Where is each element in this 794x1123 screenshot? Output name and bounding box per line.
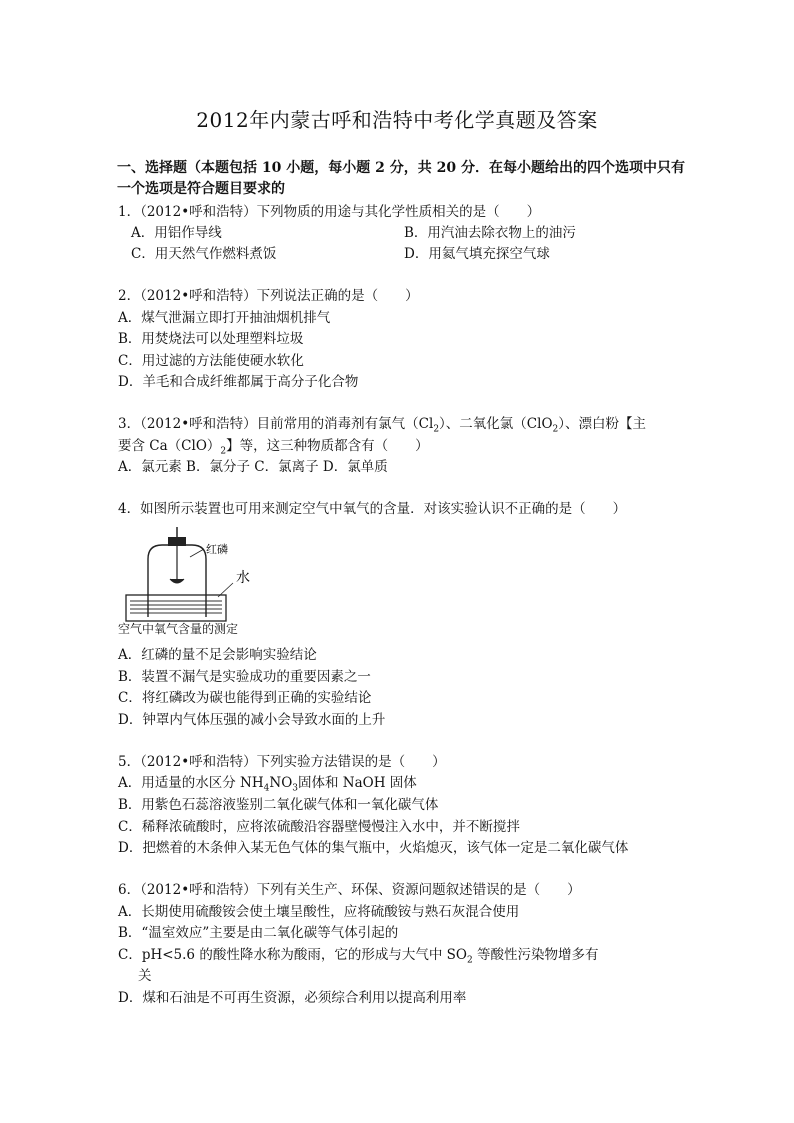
section-heading [117,158,687,200]
figure-caption: 空气中氧气含量的测定 [118,622,239,636]
label-water: 水 [236,570,250,586]
q5-stem: 5．（2012•呼和浩特）下列实验方法错误的是（ ） [118,754,446,770]
water-trough [126,595,226,621]
q3-sub-caclo2: 2 [220,446,227,457]
section-heading-line1: 一、选择题（本题包括 10 小题，每小题 2 分，共 20 分．在每小题给出的四个选项中只有 [117,160,685,176]
q4-stem: 4．如图所示装置也可用来测定空气中氧气的含量．对该实验认识不正确的是（ ） [118,501,627,517]
q3-stem-line1: 3．（2012•呼和浩特）目前常用的消毒剂有氯气$(Cl_2)$、二氧化氯（ClO$_2$）、漂白粉【主 [118,416,646,435]
label-red-phosphorus: 红磷 [206,543,228,556]
q3-sub-cl2: 2 [433,424,440,435]
q5-option-c: C．稀释浓硫酸时，应将浓硫酸沿容器壁慢慢注入水中，并不断搅拌 [118,819,520,835]
q4-option-c: C．将红磷改为碳也能得到正确的实验结论 [118,690,372,706]
q3-sub-clo2: 2 [552,424,559,435]
q1-option-c: C．用天然气作燃料煮饭 [131,246,277,262]
q1-option-d: D．用氦气填充探空气球 [404,246,550,262]
page-title: 2012年内蒙古呼和浩特中考化学真题及答案 [196,108,598,132]
q3-stem-line2: 要含 $Ca(ClO)_2$】等，这三种物质都含有（ ） [118,438,429,457]
q2-option-d: D．羊毛和合成纤维都属于高分子化合物 [118,374,359,390]
q6-option-b: B．“温室效应”主要是由二氧化碳等气体引起的 [118,925,399,941]
stopper [168,537,186,546]
q2-option-b: B．用焚烧法可以处理塑料垃圾 [118,331,304,347]
combustion-spoon [170,579,184,583]
q3-options: A．氯元素 B．氯分子 C．氯离子 D．氯单质 [118,459,388,475]
q2-option-a: A．煤气泄漏立即打开抽油烟机排气 [118,310,331,326]
q6-option-a: A．长期使用硫酸铵会使土壤呈酸性，应将硫酸铵与熟石灰混合使用 [118,904,520,920]
q5-option-b: B．用紫色石蕊溶液鉴别二氧化碳气体和一氧化碳气体 [118,797,439,813]
q6-option-c-continued: 关 [138,968,152,984]
q2-stem: 2．（2012•呼和浩特）下列说法正确的是（ ） [118,288,419,304]
q6-option-d: D．煤和石油是不可再生资源，必须综合利用以提高利用率 [118,990,467,1006]
q4-option-d: D．钟罩内气体压强的减小会导致水面的上升 [118,712,386,728]
q5-option-a: A．用适量的水区分 $NH_4NO_3$固体和 NaOH 固体 [118,775,417,794]
q4-option-b: B．装置不漏气是实验成功的重要因素之一 [118,669,371,685]
red-phosphorus-pointer [190,549,204,557]
q5-option-d: D．把燃着的木条伸入某无色气体的集气瓶中，火焰熄灭，该气体一定是二氧化碳气体 [118,840,629,856]
q1-option-a: A．用铝作导线 [131,225,222,241]
water-hatching [130,601,222,613]
q6-option-c: C．pH<5.6 的酸性降水称为酸雨，它的形成与大气中 $SO_2$ 等酸性污染物增多有 [118,947,599,966]
q1-option-b: B．用汽油去除衣物上的油污 [404,225,576,241]
q2-option-c: C．用过滤的方法能使硬水软化 [118,353,304,369]
section-heading-line2: 一个选项是符合题目要求的 [117,181,285,197]
q4-option-a: A．红磷的量不足会影响实验结论 [118,647,317,663]
q1-stem: 1．（2012•呼和浩特）下列物质的用途与其化学性质相关的是（ ） [118,204,541,220]
q6-stem: 6．（2012•呼和浩特）下列有关生产、环保、资源问题叙述错误的是（ ） [118,882,581,898]
